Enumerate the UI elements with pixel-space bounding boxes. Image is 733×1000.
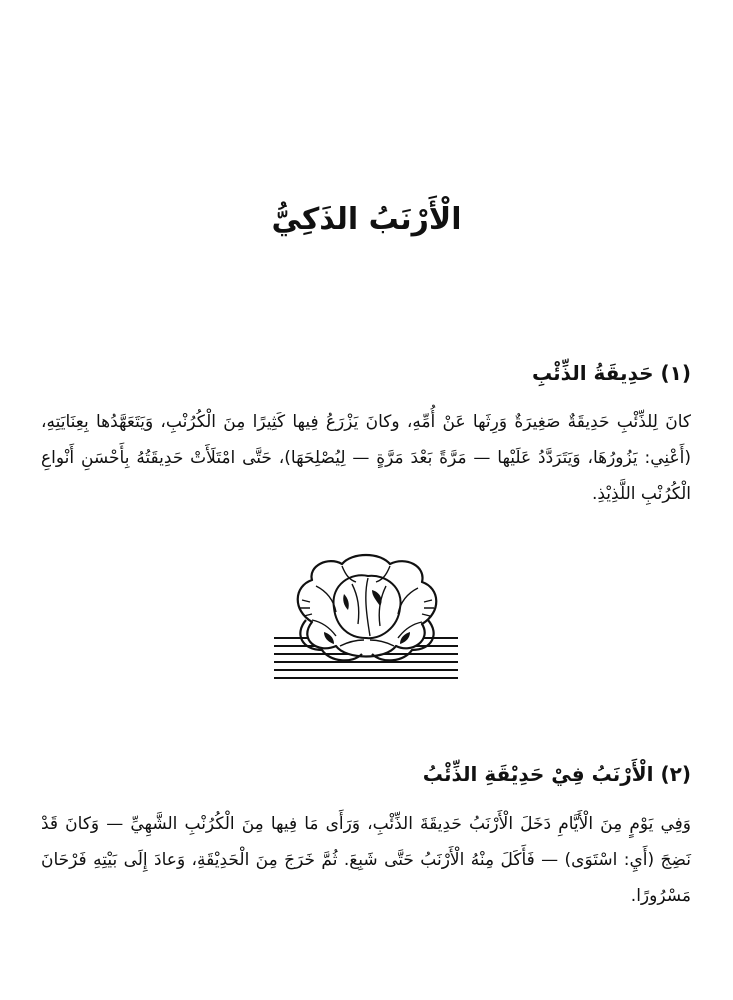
cabbage-icon (272, 550, 460, 685)
section-1-paragraph: كانَ لِلذِّئْبِ حَدِيقَةٌ صَغِيرَةٌ وَرِثَها عَنْ أُمِّهِ، وكانَ يَزْرَعُ فِيها كَثِيرًا مِنَ الْكُرُنْبِ، وَيَتَعَهَّدُها بِعِنَايَتِهِ، (أَعْنِي: يَزُورُهَا، وَيَتَرَدَّدُ عَلَيْها — مَرَّةً بَعْدَ مَرَّةٍ — لِيُصْلِحَهَا)، حَتَّى امْتَلَأَتْ حَدِيقَتُهُ بِأَحْسَنِ أَنْواعِ الْكُرُنْبِ اللَّذِيْذِ. (41, 412, 691, 504)
cabbage-illustration (272, 550, 460, 685)
section-1-heading: (١) حَدِيقَةُ الذِّئْبِ (531, 361, 691, 385)
section-2-paragraph: وَفِي يَوْمٍ مِنَ الْأَيَّامِ دَخَلَ الْأَرْنَبُ حَدِيقَةَ الذِّئْبِ، وَرَأَى مَا فِيها مِنَ الْكُرُنْبِ الشَّهِيِّ — وَكانَ قَدْ نَضِجَ (أَيِ: اسْتَوَى) — فَأَكَلَ مِنْهُ الْأَرْنَبُ حَتَّى شَبِعَ. ثُمَّ خَرَجَ مِنَ الْحَدِيْقَةِ، وَعادَ إِلَى بَيْتِهِ فَرْحَانَ مَسْرُورًا. (41, 814, 691, 906)
story-title: الْأَرْنَبُ الذَكِيُّ (271, 202, 462, 237)
section-2-heading: (٢) الْأَرْنَبُ فِيْ حَدِيْقَةِ الذِّئْبُ (422, 762, 691, 786)
